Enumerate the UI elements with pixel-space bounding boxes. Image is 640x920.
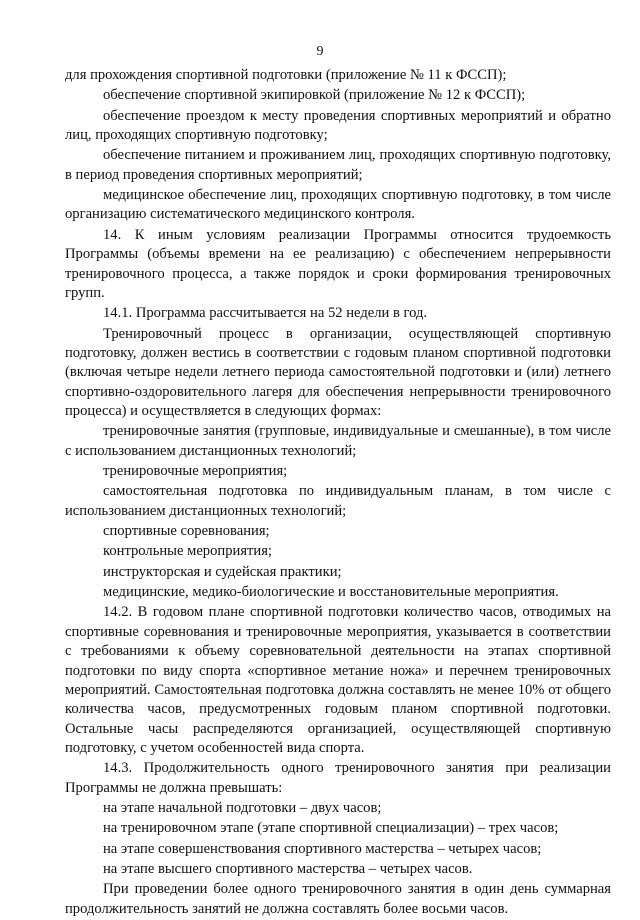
document-body	[65, 66, 611, 920]
paragraph: медицинские, медико-биологические и восстановительные мероприятия.	[103, 584, 559, 601]
paragraph: тренировочные занятия (групповые, индивидуальные и смешанные), в том числе с использованием дистанционных технологий;	[65, 423, 611, 459]
page-number: 9	[316, 44, 324, 59]
paragraph: инструкторская и судейская практики;	[103, 563, 342, 580]
paragraph: При проведении более одного тренировочного занятия в один день суммарная продолжительность занятий не должна составлять более восьми часов.	[65, 881, 611, 917]
paragraph: для прохождения спортивной подготовки (приложение № 11 к ФССП);	[65, 67, 507, 83]
paragraph: 14.1. Программа рассчитывается на 52 недели в год.	[103, 305, 428, 322]
paragraph: обеспечение спортивной экипировкой (приложение № 12 к ФССП);	[103, 87, 526, 104]
paragraph: тренировочные мероприятия;	[103, 463, 288, 480]
paragraph: на этапе высшего спортивного мастерства – четырех часов.	[103, 861, 473, 878]
paragraph: медицинское обеспечение лиц, проходящих спортивную подготовку, в том числе организацию систематического медицинского контроля.	[65, 187, 611, 223]
paragraph: обеспечение питанием и проживанием лиц, проходящих спортивную подготовку, в период проведения спортивных мероприятий;	[65, 147, 611, 183]
paragraph: контрольные мероприятия;	[103, 543, 272, 560]
paragraph: самостоятельная подготовка по индивидуальным планам, в том числе с использованием дистанционных технологий;	[65, 483, 611, 519]
paragraph: спортивные соревнования;	[103, 523, 270, 540]
paragraph: 14.2. В годовом плане спортивной подготовки количество часов, отводимых на спортивные соревнования и тренировочные мероприятия, указывается в соответствии с требованиями к объему соревновательной деятельности на этапах спортивной подготовки по виду спорта «спортивное метание ножа» и перечнем тренировочных мероприятий. Самостоятельная подготовка должна составлять не менее 10% от общего количества часов, предусмотренных годовым планом спортивной подготовки. Остальные часы распределяются организацией, осуществляющей спортивную подготовку, с учетом особенностей вида спорта.	[65, 604, 611, 757]
paragraph: на этапе совершенствования спортивного мастерства – четырех часов;	[103, 840, 542, 857]
paragraph: на тренировочном этапе (этапе спортивной специализации) – трех часов;	[103, 820, 559, 837]
paragraph: Тренировочный процесс в организации, осуществляющей спортивную подготовку, должен вестись в соответствии с годовым планом спортивной подготовки (включая четыре недели летнего периода самостоятельной подготовки и (или) летнего спортивно-оздоровительного лагеря для обеспечения непрерывности тренировочного процесса) и осуществляется в следующих формах:	[65, 325, 611, 420]
paragraph: обеспечение проездом к месту проведения спортивных мероприятий и обратно лиц, проходящих спортивную подготовку;	[65, 107, 611, 143]
paragraph: на этапе начальной подготовки – двух часов;	[103, 800, 382, 817]
paragraph: 14.3. Продолжительность одного тренировочного занятия при реализации Программы не должна превышать:	[65, 760, 611, 796]
paragraph: 14. К иным условиям реализации Программы относится трудоемкость Программы (объемы времени на ее реализацию) с обеспечением непрерывности тренировочного процесса, а также порядок и сроки формирования тренировочных групп.	[65, 226, 611, 301]
